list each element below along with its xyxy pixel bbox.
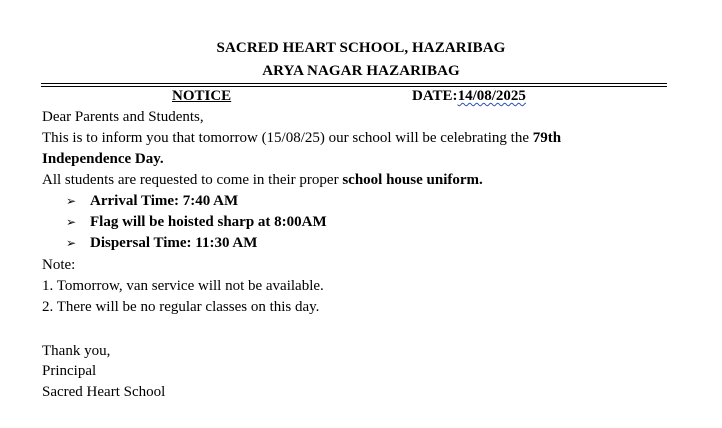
date-label: DATE:: [412, 88, 458, 104]
school-name: SACRED HEART SCHOOL, HAZARIBAG: [216, 40, 506, 56]
list-item: [66, 234, 257, 252]
note-label: Note:: [42, 257, 76, 273]
list-item: [66, 213, 327, 231]
bullet-text: Flag will be hoisted sharp at 8:00AM: [90, 214, 327, 230]
closing-thanks: Thank you,: [42, 343, 111, 359]
list-item: [66, 192, 238, 210]
arrow-bullet-icon: ➢: [66, 215, 77, 229]
announcement-event: Independence Day.: [42, 151, 164, 167]
announcement-text: This is to inform you that tomorrow (15/08/25) our school will be celebrating the: [42, 130, 533, 146]
uniform-instruction: [42, 171, 483, 189]
announcement-edition: 79th: [532, 130, 562, 146]
announcement-line-1: [42, 129, 561, 147]
greeting: Dear Parents and Students,: [42, 109, 204, 125]
arrow-bullet-icon: ➢: [66, 236, 77, 250]
closing-signatory: Principal: [42, 363, 97, 379]
bullet-text: Arrival Time: 7:40 AM: [90, 193, 239, 209]
notice-title: NOTICE: [172, 88, 232, 104]
arrow-bullet-icon: ➢: [66, 194, 77, 208]
uniform-text: All students are requested to come in their proper: [42, 172, 343, 188]
notice-date: [412, 87, 526, 105]
uniform-emphasis: school house uniform.: [342, 172, 483, 188]
bullet-text: Dispersal Time: 11:30 AM: [90, 235, 258, 251]
header-rule-top: [41, 83, 667, 84]
closing-organization: Sacred Heart School: [42, 384, 166, 400]
note-item: 2. There will be no regular classes on this day.: [42, 299, 320, 315]
date-value: 14/08/2025: [457, 88, 526, 104]
school-address: ARYA NAGAR HAZARIBAG: [262, 63, 460, 79]
note-item: 1. Tomorrow, van service will not be available.: [42, 278, 324, 294]
header-rule-bottom: [41, 86, 667, 87]
